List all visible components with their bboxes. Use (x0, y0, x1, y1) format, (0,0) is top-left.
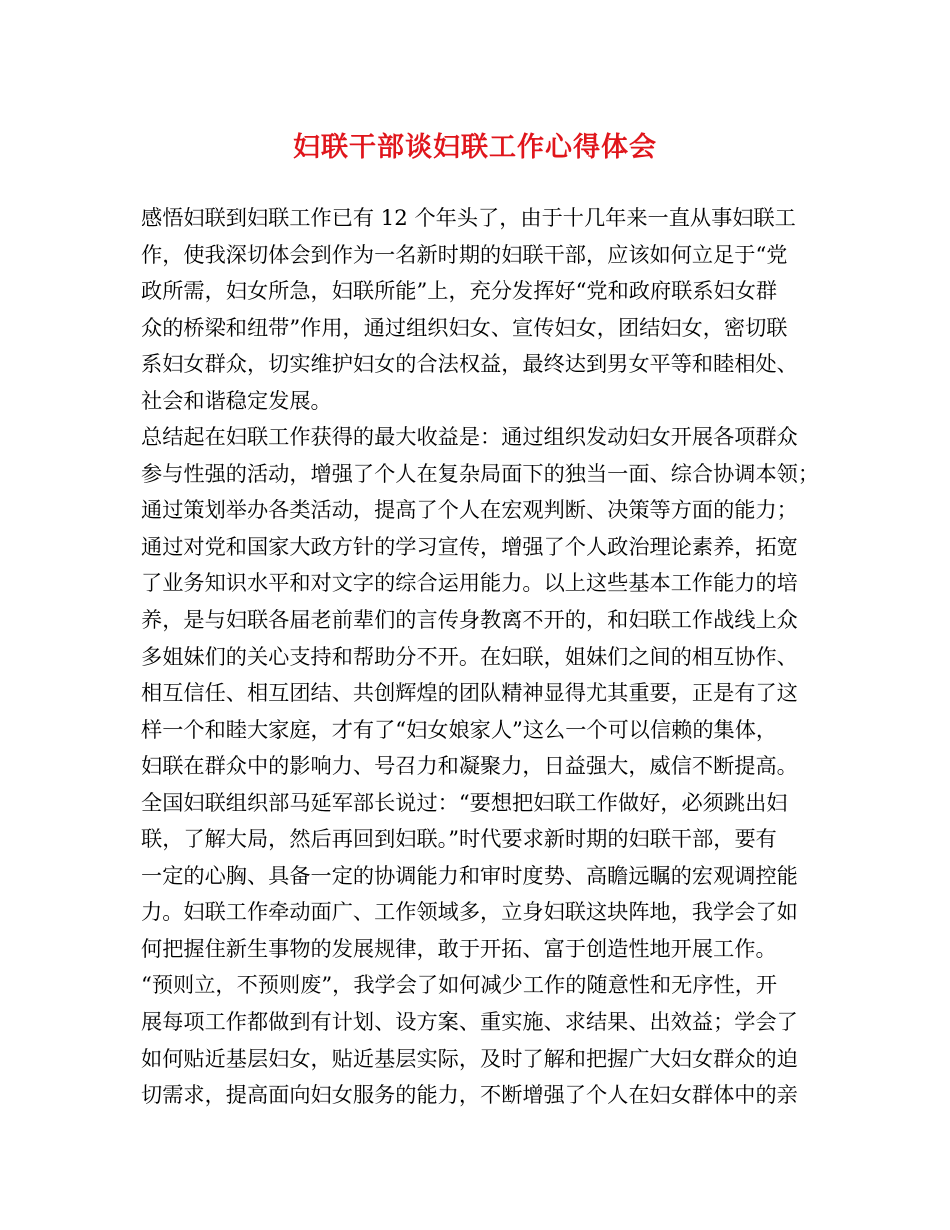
body-line: 参与性强的活动，增强了个人在复杂局面下的独当一面、综合协调本领； (141, 460, 820, 486)
body-line: 何把握住新生事物的发展规律，敢于开拓、富于创造性地开展工作。 (141, 935, 777, 961)
body-line: 系妇女群众，切实维护妇女的合法权益，最终达到男女平等和睦相处、 (141, 351, 798, 377)
body-line: 作，使我深切体会到作为一名新时期的妇联干部，应该如何立足于“党 (141, 241, 788, 267)
body-line: 全国妇联组织部马延军部长说过：“要想把妇联工作做好，必须跳出妇 (141, 789, 788, 815)
body-line: 通过对党和国家大政方针的学习宣传，增强了个人政治理论素养，拓宽 (141, 533, 798, 559)
body-line: 养，是与妇联各届老前辈们的言传身教离不开的，和妇联工作战线上众 (141, 607, 798, 633)
document-title: 妇联干部谈妇联工作心得体会 (293, 132, 657, 163)
body-line: 政所需，妇女所急，妇联所能”上，充分发挥好“党和政府联系妇女群 (141, 278, 778, 304)
body-line: 样一个和睦大家庭，才有了“妇女娘家人”这么一个可以信赖的集体， (141, 716, 778, 742)
body-line: 切需求，提高面向妇女服务的能力，不断增强了个人在妇女群体中的亲 (141, 1082, 798, 1108)
body-line: 妇联在群众中的影响力、号召力和凝聚力，日益强大，威信不断提高。 (141, 753, 798, 779)
body-line: 通过策划举办各类活动，提高了个人在宏观判断、决策等方面的能力； (141, 497, 798, 523)
body-line: 社会和谐稳定发展。 (141, 387, 332, 413)
body-line: 感悟妇联到妇联工作已有 12 个年头了，由于十几年来一直从事妇联工 (141, 205, 796, 230)
body-line: 联，了解大局，然后再回到妇联。”时代要求新时期的妇联干部，要有 (141, 826, 777, 852)
body-line: 展每项工作都做到有计划、设方案、重实施、求结果、出效益；学会了 (141, 1009, 798, 1035)
body-line: 多姐妹们的关心支持和帮助分不开。在妇联，姐妹们之间的相互协作、 (141, 643, 798, 669)
body-line: 相互信任、相互团结、共创辉煌的团队精神显得尤其重要，正是有了这 (141, 680, 798, 706)
body-line: 了业务知识水平和对文字的综合运用能力。以上这些基本工作能力的培 (141, 570, 798, 596)
body-line: 如何贴近基层妇女，贴近基层实际，及时了解和把握广大妇女群众的迫 (141, 1045, 798, 1071)
body-line: “预则立，不预则废”，我学会了如何减少工作的随意性和无序性，开 (141, 972, 778, 998)
body-line: 力。妇联工作牵动面广、工作领域多，立身妇联这块阵地，我学会了如 (141, 899, 798, 925)
body-line: 总结起在妇联工作获得的最大收益是：通过组织发动妇女开展各项群众 (141, 424, 798, 450)
body-line: 一定的心胸、具备一定的协调能力和审时度势、高瞻远瞩的宏观调控能 (141, 862, 798, 888)
document-body (141, 200, 821, 1114)
body-line: 众的桥梁和纽带”作用，通过组织妇女、宣传妇女，团结妇女，密切联 (141, 314, 788, 340)
